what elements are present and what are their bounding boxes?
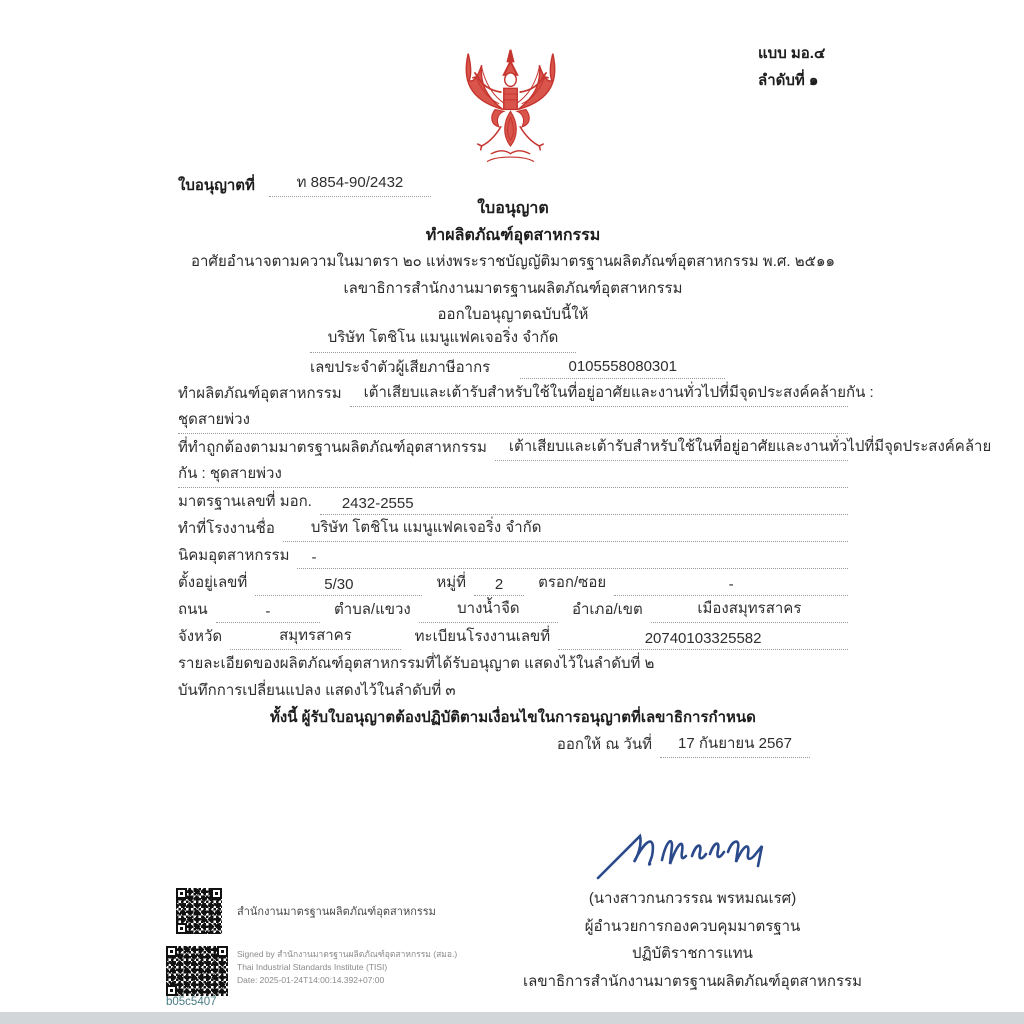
page-edge [0, 1012, 1024, 1024]
tax-id-value: 0105558080301 [520, 358, 725, 379]
standard-number-value: 2432-2555 [320, 495, 848, 515]
moo-label: หมู่ที่ [436, 574, 467, 591]
form-fields [178, 380, 992, 758]
condition-row [178, 704, 848, 731]
change-note: บันทึกการเปลี่ยนแปลง แสดงไว้ในลำดับที่ ๓ [178, 682, 456, 699]
address-no-label: ตั้งอยู่เลขที่ [178, 574, 248, 591]
qr-finder-icon [176, 888, 187, 899]
standard-row-2 [178, 461, 848, 488]
form-sequence: ลำดับที่ ๑ [758, 72, 819, 89]
issue-date-row [178, 731, 810, 758]
signed-date-line: Date: 2025-01-24T14:00:14.392+07:00 [237, 975, 385, 985]
signatory-name: (นางสาวกนกวรรณ พรหมณเรศ) [588, 890, 797, 907]
issue-date-value: 17 กันยายน 2567 [660, 731, 810, 758]
doc-subtitle: ทำผลิตภัณฑ์อุตสาหกรรม [425, 226, 601, 244]
product-label: ทำผลิตภัณฑ์อุตสาหกรรม [178, 385, 342, 402]
soi-value: - [614, 576, 848, 596]
doc-title: ใบอนุญาต [477, 200, 549, 217]
address-no-value: 5/30 [255, 576, 422, 596]
province-value: สมุทรสาคร [230, 623, 400, 650]
qr-finder-icon [166, 985, 177, 996]
factory-name-row [178, 515, 848, 542]
issue-date-label: ออกให้ ณ วันที่ [556, 736, 652, 753]
road-value: - [216, 603, 320, 623]
title-block [178, 196, 848, 329]
industrial-estate-label: นิคมอุตสาหกรรม [178, 547, 290, 564]
signed-by-line: Signed by สำนักงานมาตรฐานผลิตภัณฑ์อุตสาหกรรม (สมอ.) [237, 949, 458, 959]
qr-finder-icon [211, 888, 222, 899]
amphoe-label: อำเภอ/เขต [572, 601, 643, 618]
qr-finder-icon [166, 946, 177, 957]
garuda-emblem-icon [448, 46, 573, 171]
standard-row [178, 434, 992, 461]
factory-name-value: บริษัท โตชิโน แมนูแฟคเจอริ่ง จำกัด [283, 515, 848, 542]
digital-signature-meta [237, 948, 457, 987]
signatory-acting: ปฏิบัติราชการแทน [632, 945, 753, 962]
province-row [178, 623, 848, 650]
amphoe-value: เมืองสมุทรสาคร [651, 596, 848, 623]
signatory-on-behalf: เลขาธิการสำนักงานมาตรฐานผลิตภัณฑ์อุตสาหกรรม [523, 972, 862, 990]
standard-number-label: มาตรฐานเลขที่ มอก. [178, 493, 312, 510]
signature-ink [592, 822, 777, 884]
qr-finder-icon [217, 946, 228, 957]
document-id: b05c5407 [166, 996, 217, 1008]
form-code: แบบ มอ.๔ [758, 45, 826, 62]
grant-line: ออกใบอนุญาตฉบับนี้ให้ [437, 306, 589, 323]
product-row-2 [178, 407, 848, 434]
qr-finder-icon [176, 923, 187, 934]
qr-code-digital-signature [166, 946, 228, 996]
detail-note-row [178, 650, 848, 677]
licensee-company-row [178, 325, 708, 353]
road-label: ถนน [178, 601, 208, 618]
license-number-row [178, 170, 431, 197]
standard-number-row [178, 488, 848, 515]
factory-registration-label: ทะเบียนโรงงานเลขที่ [414, 628, 551, 645]
standard-value: เต้าเสียบและเต้ารับสำหรับใช้ในที่อยู่อาศัยและงานทั่วไปที่มีจุดประสงค์คล้าย [495, 434, 848, 461]
signatory-position: ผู้อำนวยการกองควบคุมมาตรฐาน [584, 917, 801, 935]
moo-value: 2 [474, 576, 524, 596]
license-number-label: ใบอนุญาตที่ [178, 177, 255, 194]
detail-note: รายละเอียดของผลิตภัณฑ์อุตสาหกรรมที่ได้รับอนุญาต แสดงไว้ในลำดับที่ ๒ [178, 655, 655, 672]
province-label: จังหวัด [178, 628, 223, 645]
change-note-row [178, 677, 848, 704]
condition-note: ทั้งนี้ ผู้รับใบอนุญาตต้องปฏิบัติตามเงื่อนไขในการอนุญาตที่เลขาธิการกำหนด [270, 709, 756, 726]
standard-label: ที่ทำถูกต้องตามมาตรฐานผลิตภัณฑ์อุตสาหกรรม [178, 439, 487, 456]
product-value-2: ชุดสายพ่วง [178, 407, 848, 434]
license-number-value: ท 8854-90/2432 [269, 170, 431, 197]
signatory-block [520, 885, 865, 995]
tambon-label: ตำบล/แขวง [334, 601, 411, 618]
org-en-line: Thai Industrial Standards Institute (TISI) [237, 962, 388, 972]
form-code-block [758, 40, 825, 94]
tax-id-label: เลขประจำตัวผู้เสียภาษีอากร [310, 359, 491, 376]
product-row [178, 380, 874, 407]
road-row [178, 596, 848, 623]
qr-tisi-label: สำนักงานมาตรฐานผลิตภัณฑ์อุตสาหกรรม [237, 906, 436, 918]
tambon-value: บางน้ำจืด [419, 596, 558, 623]
product-value: เต้าเสียบและเต้ารับสำหรับใช้ในที่อยู่อาศัยและงานทั่วไปที่มีจุดประสงค์คล้ายกัน : [350, 380, 848, 407]
industrial-estate-row [178, 542, 848, 569]
legal-basis-line: อาศัยอำนาจตามความในมาตรา ๒๐ แห่งพระราชบัญญัติมาตรฐานผลิตภัณฑ์อุตสาหกรรม พ.ศ. ๒๕๑๑ [190, 253, 835, 270]
soi-label: ตรอก/ซอย [538, 574, 607, 591]
tax-id-row [310, 355, 725, 379]
standard-value-2: กัน : ชุดสายพ่วง [178, 461, 848, 488]
issuer-line: เลขาธิการสำนักงานมาตรฐานผลิตภัณฑ์อุตสาหกรรม [343, 279, 683, 297]
factory-name-label: ทำที่โรงงานชื่อ [178, 520, 275, 537]
factory-registration-value: 20740103325582 [558, 630, 848, 650]
licensee-company-name: บริษัท โตชิโน แมนูแฟคเจอริ่ง จำกัด [310, 325, 577, 353]
address-row [178, 569, 848, 596]
industrial-estate-value: - [297, 549, 848, 569]
qr-code-tisi [176, 888, 222, 934]
